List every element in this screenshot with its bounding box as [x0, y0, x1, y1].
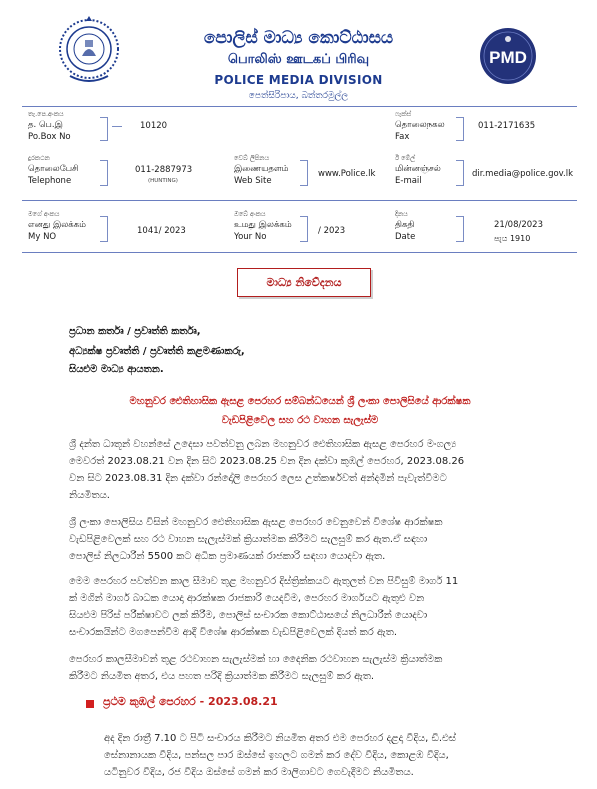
telephone-bracket — [100, 160, 108, 186]
email-bracket — [456, 160, 464, 186]
telephone-label-ta: தொலைபேசி — [28, 164, 79, 174]
website-link[interactable]: www.Police.lk — [318, 169, 376, 179]
paragraph-2-line: ශ්‍රී ලංකා පොලිසිය විසින් මහනුවර ඓතිහාසික ඇසළ පෙරහර වෙනුවෙන් විශේෂ ආරක්ෂක — [69, 517, 443, 528]
paragraph-1-line: මෙවරත් 2023.08.21 වන දින සිට 2023.08.25 වන දින දක්වා කුඹල් පෙරහර, 2023.08.26 — [69, 456, 465, 467]
email-link[interactable]: dir.media@police.gov.lk — [472, 169, 574, 179]
your-no-label-en: Your No — [234, 232, 267, 242]
date-label-si: දිනය — [395, 210, 408, 218]
fax-label-group — [395, 110, 445, 143]
my-no-label-group — [28, 210, 86, 243]
section-heading: ප්‍රථම කුඹල් පෙරහර - 2023.08.21 — [103, 695, 278, 708]
website-label-ta: இணையதளம் — [234, 164, 289, 174]
fax-label-si: ෆැක්ස් — [395, 110, 412, 118]
date-label-en: Date — [395, 232, 416, 242]
media-release-title — [237, 268, 371, 297]
header-address: පෙත්සිරිපාය, බත්තරමුල්ල — [248, 91, 349, 101]
date-label-ta: திகதி — [395, 220, 415, 230]
website-label-group — [234, 154, 288, 187]
paragraph-2 — [69, 514, 567, 565]
paragraph-3-line: ක් මගින් මාර්ග බාධක යොදා ආරක්ෂක රාජකාරි යෙදවීම, පෙරහර මාර්ගයට ඇතුළු වන — [69, 593, 425, 604]
paragraph-1 — [69, 436, 567, 504]
pobox-bracket — [100, 117, 108, 141]
paragraph-4-line: පෙරහර කාලසීමාවන් තුළ රථවාහන සැලැස්මක් හා දෛනික රථවාහන සැලැස්ම ක්‍රියාත්මක — [69, 654, 443, 665]
header-title-tamil: பொலிஸ் ஊடகப் பிரிவு — [227, 52, 370, 67]
telephone-label-group — [28, 154, 79, 187]
addressee-1: ප්‍රධාන කර්තෘ / ප්‍රවෘත්ති කර්තෘ, — [69, 326, 201, 337]
paragraph-1-line: ශ්‍රී දන්ත ධාතූන් වහන්සේ උදෙසා පවත්වනු ලබන මහනුවර ඓතිහාසික ඇසළ පෙරහර මංගල්‍ය — [69, 439, 457, 450]
fax-label-ta: தொலைநகல — [395, 120, 445, 130]
website-label-en: Web Site — [234, 176, 272, 186]
your-no-label-group — [234, 210, 292, 243]
subject-line-1: මහනුවර ඓතිහාසික ඇසළ පෙරහර සම්බන්ධයෙන් ශ්‍රී ලංකා පොලිසියේ ආරක්ෂක — [129, 396, 471, 407]
media-release-title-text: මාධ්‍ය නිවේදනය — [266, 275, 342, 289]
paragraph-3-line: සියළුම පිරිස් පරීක්ෂාවට ලක් කිරීම, පොලිස් සංචාරක කොට්ඨාසයේ නිලධාරීන් යොදවා — [69, 610, 428, 621]
date-bracket — [456, 216, 464, 242]
pobox-label-ta: த. பெ.இ — [28, 120, 63, 130]
pobox-dash — [112, 126, 122, 127]
email-label-ta: மின்னஞ்சல் — [395, 164, 441, 174]
header-title-english: POLICE MEDIA DIVISION — [214, 73, 383, 87]
your-no-label-ta: உமது இலக்கம் — [234, 220, 292, 230]
time-value: පැය 1910 — [494, 234, 531, 243]
pmd-logo — [478, 26, 538, 86]
my-no-label-ta: எனது இலக்கம் — [28, 220, 86, 230]
section-paragraph-line: සේනානායක වීදිය, පන්සල පාර ඔස්සේ ඉහලට ගමන් කර දේව වීදිය, කොළඹ වීදිය, — [104, 750, 449, 761]
fax-bracket — [456, 117, 464, 141]
section-paragraph — [104, 730, 567, 781]
date-label-group — [395, 210, 415, 243]
paragraph-2-line: වැඩපිළිවෙලක් සහ රථ වාහන සැලැස්මක් ක්‍රියාත්මක කිරීමට සැලසුම් කර ඇත.ඒ සඳහා — [69, 534, 428, 545]
reference-divider — [22, 252, 577, 253]
my-no-label-si: මගේ අංකය — [28, 210, 60, 218]
info-divider — [22, 200, 577, 201]
date-value: 21/08/2023 — [494, 220, 543, 230]
pmd-logo-text: PMD — [489, 48, 527, 67]
pobox-label-en: Po.Box No — [28, 132, 71, 142]
fax-label-en: Fax — [395, 132, 410, 142]
telephone-label-en: Telephone — [28, 176, 72, 186]
my-no-bracket — [100, 216, 108, 242]
pobox-label-group — [28, 110, 71, 143]
paragraph-3-line: මෙම පෙරහර පවත්වන කාල සීමාව තුළ මහනුවර දිස්ත්‍රික්කයට ඇතුලත් වන පිවිසුම් මාර්ග 11 — [69, 576, 459, 587]
fax-value: 011-2171635 — [478, 121, 536, 131]
paragraph-4 — [69, 651, 567, 685]
telephone-label-si: දුරකථන — [28, 154, 50, 162]
your-no-value: / 2023 — [318, 226, 346, 236]
pobox-value: 10120 — [140, 121, 168, 131]
subject-line-2: වැඩපිළිවෙල සහ රථ වාහන සැලැස්ම — [221, 415, 379, 426]
addressee-2: අධ්‍යක්ෂ ප්‍රවෘත්ති / ප්‍රවෘත්ති කළමණාකරු, — [69, 346, 245, 357]
addressee-3: සියළුම මාධ්‍ය ආයතන. — [69, 364, 164, 375]
header-title-sinhala: පොලිස් මාධ්‍ය කොට්ඨාසය — [203, 28, 394, 48]
paragraph-3-line: සංචාරකයින්ට මගපෙන්වීම ආදී විශේෂ ආරක්ෂක වැඩපිළිවෙලක් දියත් කර ඇත. — [69, 627, 397, 638]
pobox-label-si: තැ.පෙ.අංකය — [28, 110, 64, 118]
section-paragraph-line: යටිනුවර වීදිය, රජ වීදිය ඔස්සේ ගමන් කර මාලිගාවට ගෙවැදීමට නියමිතය. — [104, 767, 414, 778]
paragraph-1-line: නියමිතය. — [69, 490, 110, 501]
your-no-bracket — [300, 216, 308, 242]
my-no-value: 1041/ 2023 — [137, 226, 186, 236]
email-label-en: E-mail — [395, 176, 422, 186]
section-bullet-icon — [86, 700, 94, 708]
website-bracket — [300, 160, 308, 186]
header-divider — [22, 106, 577, 107]
paragraph-3 — [69, 573, 567, 641]
telephone-note: (HUNTING) — [148, 178, 178, 184]
paragraph-1-line: වන සිට 2023.08.31 දින දක්වා රන්දෝලි පෙරහර ලෙස උත්කර්ෂවත් අන්දමින් පැවැත්වීමට — [69, 473, 447, 484]
email-label-si: ඊ මේල් — [395, 154, 416, 162]
paragraph-2-line: පොලිස් නිලධාරීන් 5500 කට අධික ප්‍රමාණයක් රාජකාරි සඳහා යොදවා ඇත. — [69, 551, 386, 562]
section-paragraph-line: අද දින රාත්‍රී 7.10 ට පිටි සංචාරය කිරීමට නියමිත අතර එම පෙරහර දළදා වීදිය, ඩී.එස් — [104, 733, 456, 744]
your-no-label-si: ඔබේ අංකය — [234, 210, 266, 218]
website-label-si: වෙබ් ලිපිනය — [234, 154, 270, 162]
email-label-group — [395, 154, 441, 187]
my-no-label-en: My NO — [28, 232, 57, 242]
telephone-value: 011-2887973 — [135, 165, 193, 175]
paragraph-4-line: කිරීමට නියමිත අතර, එය පහත පරිදි ක්‍රියාත්මක කිරීමට සැලසුම් කර ඇත. — [69, 671, 375, 682]
